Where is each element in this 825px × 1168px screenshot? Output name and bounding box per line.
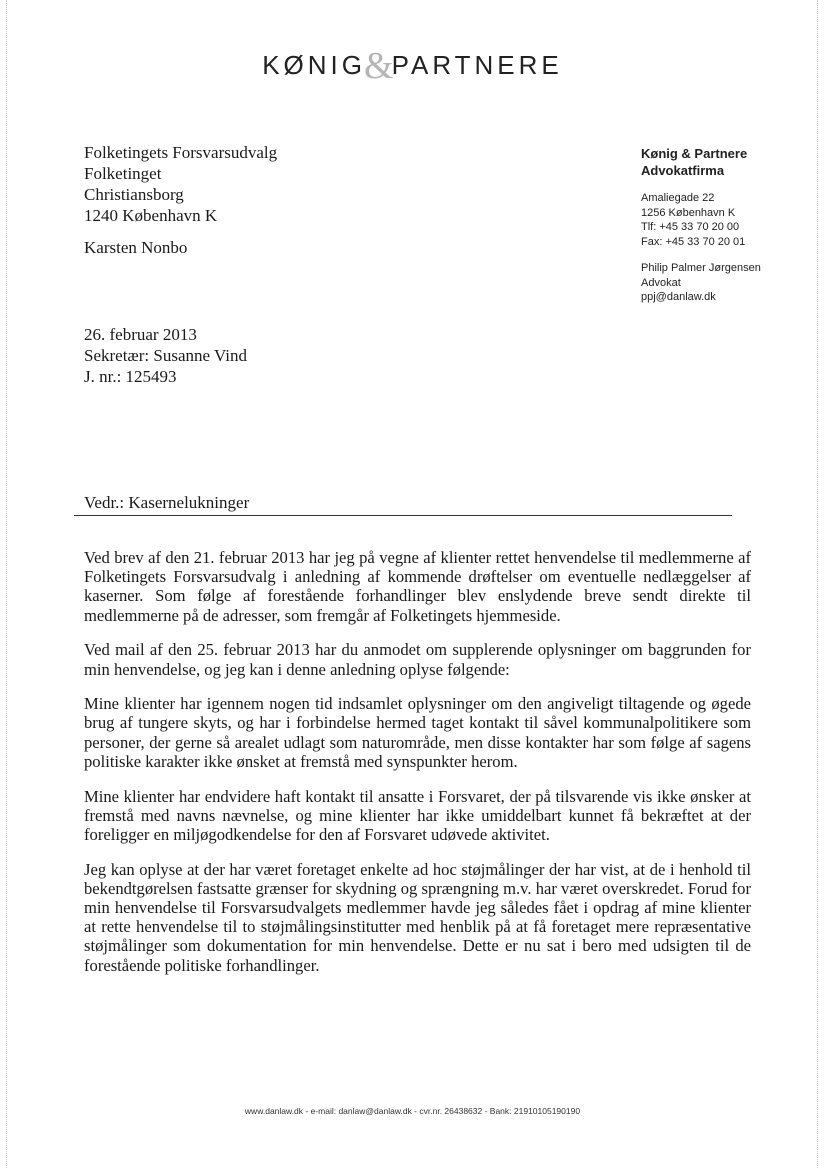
subject-divider [74,515,732,516]
body-paragraph: Mine klienter har igennem nogen tid indsamlet oplysninger om den angiveligt tiltagende og øgede brug af tungere skyts, og har i forbindelse hermed taget kontakt til såvel kommunalpolitikere som personer, der gerne så arealet udlagt som naturområde, men disse kontakter har som følge af sagens politiske karakter ikke ønsket at fremstå med synspunkter herom. [84,694,751,771]
sender-lawyer [641,261,761,305]
body-paragraph: Mine klienter har endvidere haft kontakt til ansatte i Forsvaret, der på tilsvarende vis ikke ønsker at fremstå med navns nævnelse, og mine klienter har ikke umiddelbart kunnet få bekræftet at der foreligger en miljøgodkendelse for den af Forsvaret udøvede aktivitet. [84,786,751,844]
recipient-line: Christiansborg [84,185,184,204]
recipient-line: 1240 København K [84,206,218,225]
letter-date: 26. februar 2013 [84,325,197,344]
letter-subject: Vedr.: Kasernelukninger [84,493,250,512]
recipient-address [84,142,277,226]
page-edge-left [6,0,8,1168]
sender-block [641,145,761,305]
letter-journal-number: J. nr.: 125493 [84,367,177,386]
body-paragraph: Jeg kan oplyse at der har været foretaget enkelte ad hoc støjmålinger der har vist, at de i henhold til bekendtgørelsen fastsatte grænser for skydning og sprængning m.v. har været overskredet. Forud for min henvendelse til Forsvarsudvalgets medlemmer havde jeg således fået i opdrag af mine klienter at rette henvendelse til to støjmålingsinstitutter med henblik på at få foretaget mere repræsentative støjmålinger som dokumentation for min henvendelse. Dette er nu sat i bero med udsigten til de forestående politiske forhandlinger. [84,859,751,975]
body-paragraph: Ved mail af den 25. februar 2013 har du anmodet om supplerende oplysninger om baggrunden for min henvendelse, og jeg kan i denne anledning oplyse følgende: [84,640,751,679]
letter-secretary: Sekretær: Susanne Vind [84,346,247,365]
logo-text-right: PARTNERE [391,50,563,80]
sender-fax: Fax: +45 33 70 20 01 [641,235,746,248]
letter-body [84,548,751,990]
sender-firm-type: Advokatfirma [641,163,725,178]
logo-text-left: KØNIG [262,50,367,80]
sender-address [641,191,761,249]
page-edge-right [817,0,819,1168]
recipient-line: Folketinget [84,164,162,183]
recipient-attention: Karsten Nonbo [84,238,188,257]
page-footer: www.danlaw.dk - e-mail: danlaw@danlaw.dk - cvr.nr. 26438632 - Bank: 21910105190190 [244,1106,581,1116]
logo-ampersand: & [364,45,394,87]
letter-meta [84,324,247,387]
sender-phone: Tlf: +45 33 70 20 00 [641,221,740,233]
body-paragraph: Ved brev af den 21. februar 2013 har jeg på vegne af klienter rettet henvendelse til medlemmerne af Folketingets Forsvarsudvalg i anledning af kommende drøftelser om eventuelle nedlæggelser af kaserner. Som følge af forestående forhandlinger blev enslydende breve sendt direkte til medlemmerne på de adresser, som fremgår af Folketingets hjemmeside. [84,548,751,625]
letterhead-logo [0,40,825,87]
lawyer-email: ppj@danlaw.dk [641,291,716,303]
lawyer-title: Advokat [641,276,681,289]
sender-city: 1256 København K [641,206,736,219]
sender-firm-name: Kønig & Partnere [641,146,748,161]
recipient-line: Folketingets Forsvarsudvalg [84,143,278,162]
lawyer-name: Philip Palmer Jørgensen [641,262,761,274]
sender-street: Amaliegade 22 [641,192,715,204]
